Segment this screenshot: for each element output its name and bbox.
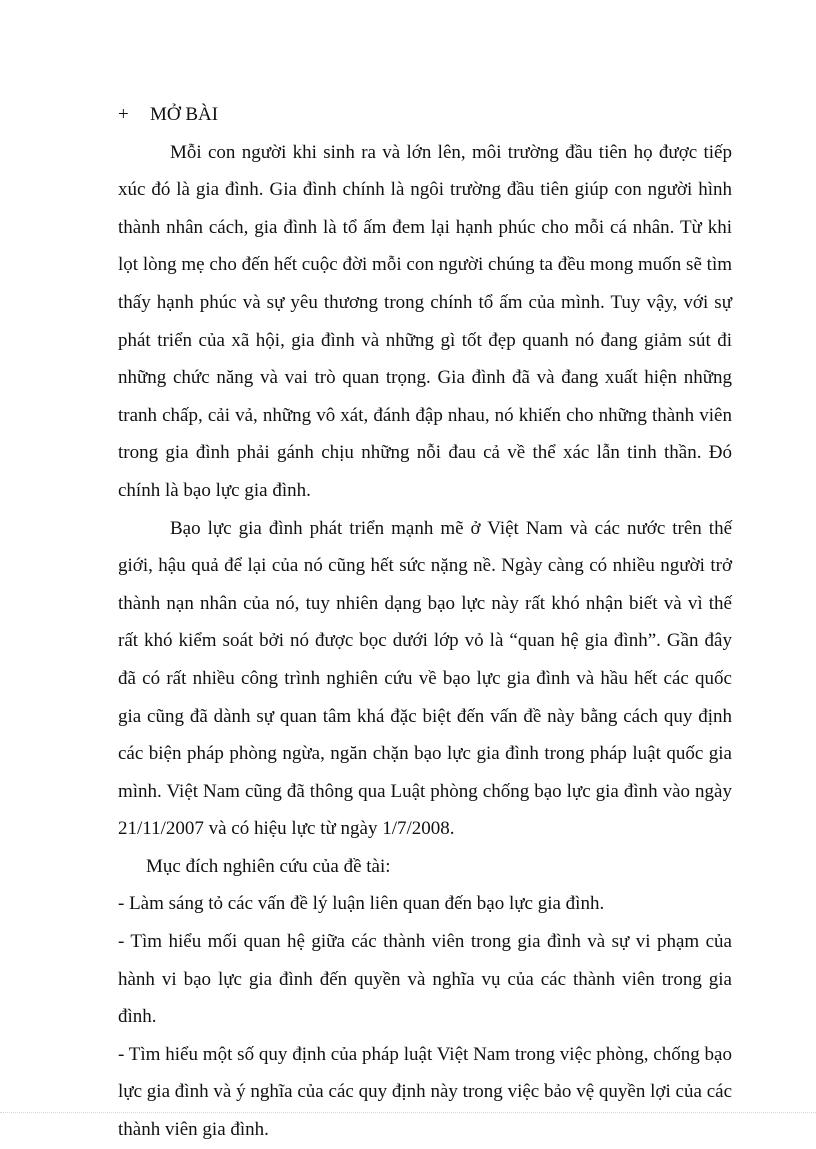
purpose-item-3: - Tìm hiểu một số quy định của pháp luật Việt Nam trong việc phòng, chống bạo lực gia đình và ý nghĩa của các quy định này trong việc bảo vệ quyền lợi của các thành viên gia đình.: [118, 1043, 732, 1141]
page-bottom-rule: [0, 1112, 816, 1113]
purpose-item-2: - Tìm hiểu mối quan hệ giữa các thành viên trong gia đình và sự vi phạm của hành vi bạo lực gia đình đến quyền và nghĩa vụ của các thành viên trong gia đình.: [118, 931, 732, 1028]
heading-bullet: +: [118, 104, 129, 125]
intro-paragraph-1: Mỗi con người khi sinh ra và lớn lên, môi trường đầu tiên họ được tiếp xúc đó là gia đình. Gia đình chính là ngôi trường đầu tiên giúp con người hình thành nhân cách, gia đình là tổ ấm đem lại hạnh phúc cho mỗi cá nhân. Từ khi lọt lòng mẹ cho đến hết cuộc đời mỗi con người chúng ta đều mong muốn sẽ tìm thấy hạnh phúc và sự yêu thương trong chính tổ ấm của mình. Tuy vậy, với sự phát triển của xã hội, gia đình và những gì tốt đẹp quanh nó đang giảm sút đi những chức năng và vai trò quan trọng. Gia đình đã và đang xuất hiện những tranh chấp, cải vả, những vô xát, đánh đập nhau, nó khiến cho những thành viên trong gia đình phải gánh chịu những nỗi đau cả về thể xác lẫn tinh thần. Đó chính là bạo lực gia đình.: [118, 141, 732, 501]
section-heading: [118, 96, 732, 134]
heading-text: MỞ BÀI: [150, 104, 219, 125]
purpose-title: Mục đích nghiên cứu của đề tài:: [146, 855, 391, 877]
purpose-item-1: - Làm sáng tỏ các vấn đề lý luận liên quan đến bạo lực gia đình.: [118, 893, 605, 915]
document-body: [118, 96, 732, 1149]
intro-paragraph-2: Bạo lực gia đình phát triển mạnh mẽ ở Việt Nam và các nước trên thế giới, hậu quả để lại của nó cũng hết sức nặng nề. Ngày càng có nhiều người trở thành nạn nhân của nó, tuy nhiên dạng bạo lực này rất khó nhận biết và vì thế rất khó kiểm soát bởi nó được bọc dưới lớp vỏ là “quan hệ gia đình”. Gần đây đã có rất nhiều công trình nghiên cứu về bạo lực gia đình và hầu hết các quốc gia cũng đã dành sự quan tâm khá đặc biệt đến vấn đề này bằng cách quy định các biện pháp phòng ngừa, ngăn chặn bạo lực gia đình trong pháp luật quốc gia mình. Việt Nam cũng đã thông qua Luật phòng chống bạo lực gia đình vào ngày 21/11/2007 và có hiệu lực từ ngày 1/7/2008.: [118, 517, 732, 840]
